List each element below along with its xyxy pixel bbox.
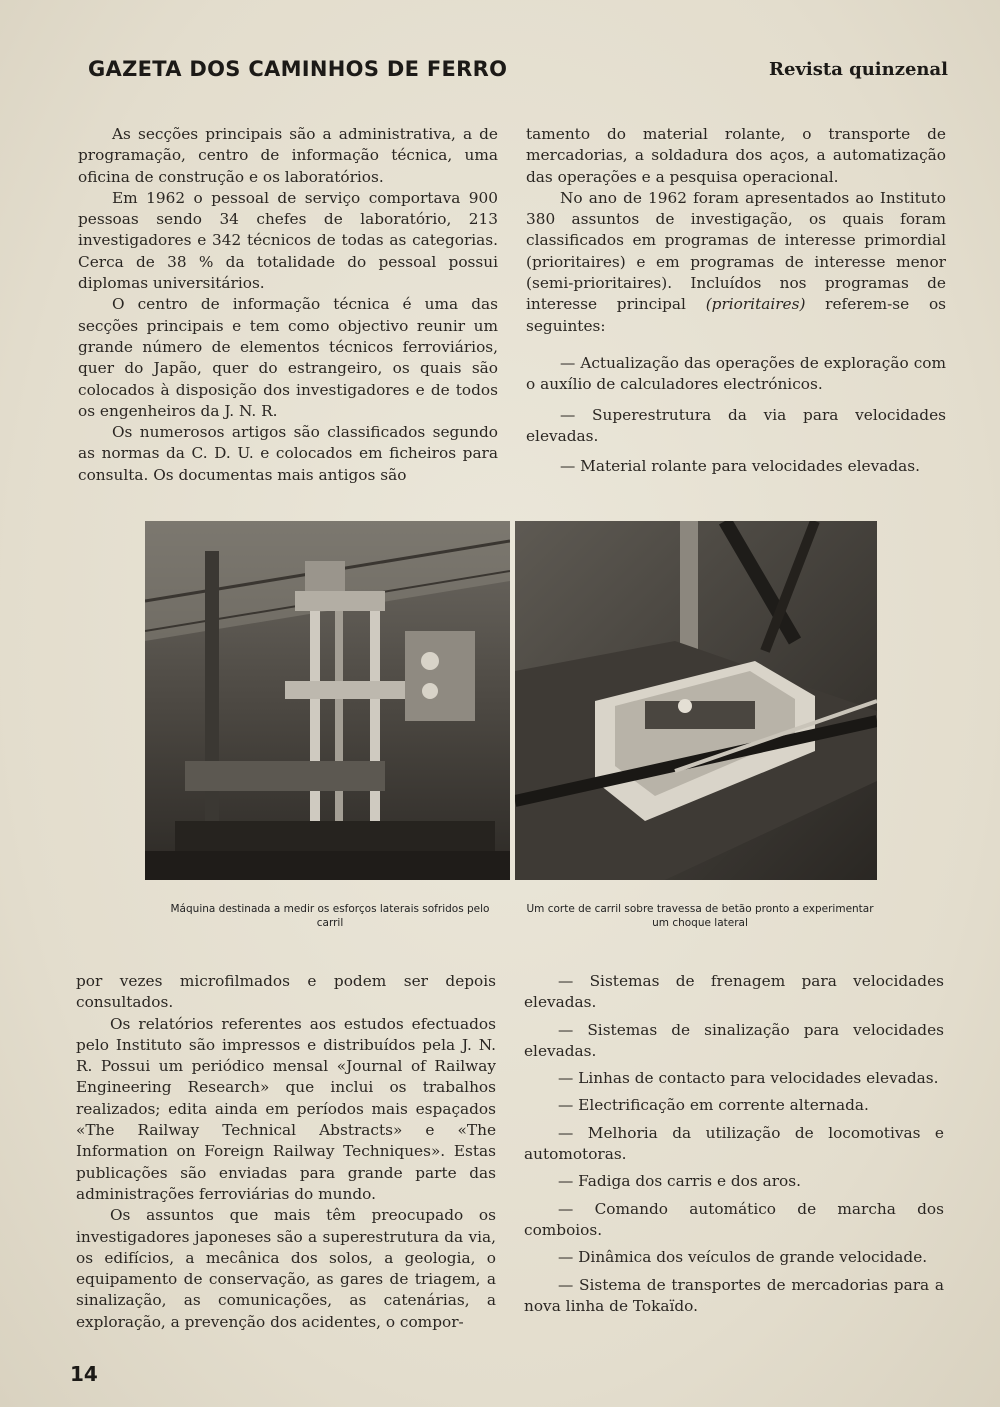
list-item: — Material rolante para velocidades elevadas. xyxy=(560,457,920,476)
bottom-left-column xyxy=(76,971,496,1333)
photo-testing-machine xyxy=(145,521,510,880)
paragraph: Os assuntos que mais têm preocupado os investigadores japoneses são a superestrutura da via, os edifícios, a mecânica dos solos, a geologia, o equipamento de conservação, as gares de triagem, a sinalização, as comunicações, as catenárias, a exploração, a prevenção dos acidentes, o compor- xyxy=(76,1206,496,1331)
magazine-subtitle: Revista quinzenal xyxy=(769,59,948,80)
top-left-column xyxy=(78,124,498,486)
list-item: — Sistemas de sinalização para velocidades elevadas. xyxy=(524,1020,944,1060)
top-right-column xyxy=(526,124,946,486)
list-item: — Linhas de contacto para velocidades elevadas. xyxy=(558,1069,939,1088)
paragraph: Em 1962 o pessoal de serviço comportava 900 pessoas sendo 34 chefes de laboratório, 213 investigadores e 342 técnicos de todas as categorias. Cerca de 38 % da totalidade do pessoal possui diplomas universitários. xyxy=(78,188,498,293)
emphasis-text: (prioritaires) xyxy=(705,295,806,314)
paragraph-text: No ano de 1962 foram apresentados ao Instituto 380 assuntos de investigação, os quais foram classificados em programas de interesse primordial (prioritaires) e em programas de interesse menor (semi-prioritaires). Incluídos nos programas de interesse principal xyxy=(526,188,946,314)
list-item: — Fadiga dos carris e dos aros. xyxy=(558,1172,801,1191)
list-item: — Superestrutura da via para velocidades elevadas. xyxy=(526,405,946,445)
list-item: — Electrificação em corrente alternada. xyxy=(558,1096,869,1115)
paragraph: por vezes microfilmados e podem ser depois consultados. xyxy=(76,972,496,1012)
list-item: — Dinâmica dos veículos de grande velocidade. xyxy=(558,1248,928,1267)
magazine-title: GAZETA DOS CAMINHOS DE FERRO xyxy=(88,57,508,81)
list-item: — Actualização das operações de exploração com o auxílio de calculadores electrónicos. xyxy=(526,353,946,394)
paragraph: Os numerosos artigos são classificados segundo as normas da C. D. U. e colocados em ficheiros para consulta. Os documentas mais antigos são xyxy=(78,423,498,484)
list-item: — Sistemas de frenagem para velocidades elevadas. xyxy=(524,972,944,1012)
page-number: 14 xyxy=(70,1362,98,1386)
figure-caption-left: Máquina destinada a medir os esforços laterais sofridos pelo carril xyxy=(170,903,490,929)
paragraph xyxy=(526,188,946,337)
paragraph: O centro de informação técnica é uma das secções principais e tem como objectivo reunir um grande número de elementos técnicos ferroviários, quer do Japão, quer do estrangeiro, os quais são colocados à disposição dos investigadores e de todos os engenheiros da J. N. R. xyxy=(78,295,498,420)
list-item: — Sistema de transportes de mercadorias para a nova linha de Tokaïdo. xyxy=(524,1275,944,1315)
paragraph: Os relatórios referentes aos estudos efectuados pelo Instituto são impressos e distribuídos pela J. N. R. Possui um periódico mensal «Journal of Railway Engineering Research» que inclui os trabalhos realizados; edita ainda em períodos mais espaçados «The Railway Technical Abstracts» e «The Information on Foreign Railway Techniques». Estas publicações são enviadas para grande parte das administrações ferroviárias do mundo. xyxy=(76,1014,496,1203)
paragraph-text: referem-se os seguintes: xyxy=(526,295,947,335)
paragraph: tamento do material rolante, o transporte de mercadorias, a soldadura dos aços, a automatização das operações e a pesquisa operacional. xyxy=(526,125,946,186)
figure-caption-right: Um corte de carril sobre travessa de betão pronto a experimentar um choque lateral xyxy=(526,903,874,929)
paragraph: As secções principais são a administrativa, a de programação, centro de informação técnica, uma oficina de construção e os laboratórios. xyxy=(78,125,498,186)
bottom-right-column xyxy=(524,971,944,1323)
photo-rail-on-sleeper xyxy=(515,521,877,880)
list-item: — Melhoria da utilização de locomotivas e automotoras. xyxy=(524,1123,944,1164)
list-item: — Comando automático de marcha dos comboios. xyxy=(524,1199,944,1239)
